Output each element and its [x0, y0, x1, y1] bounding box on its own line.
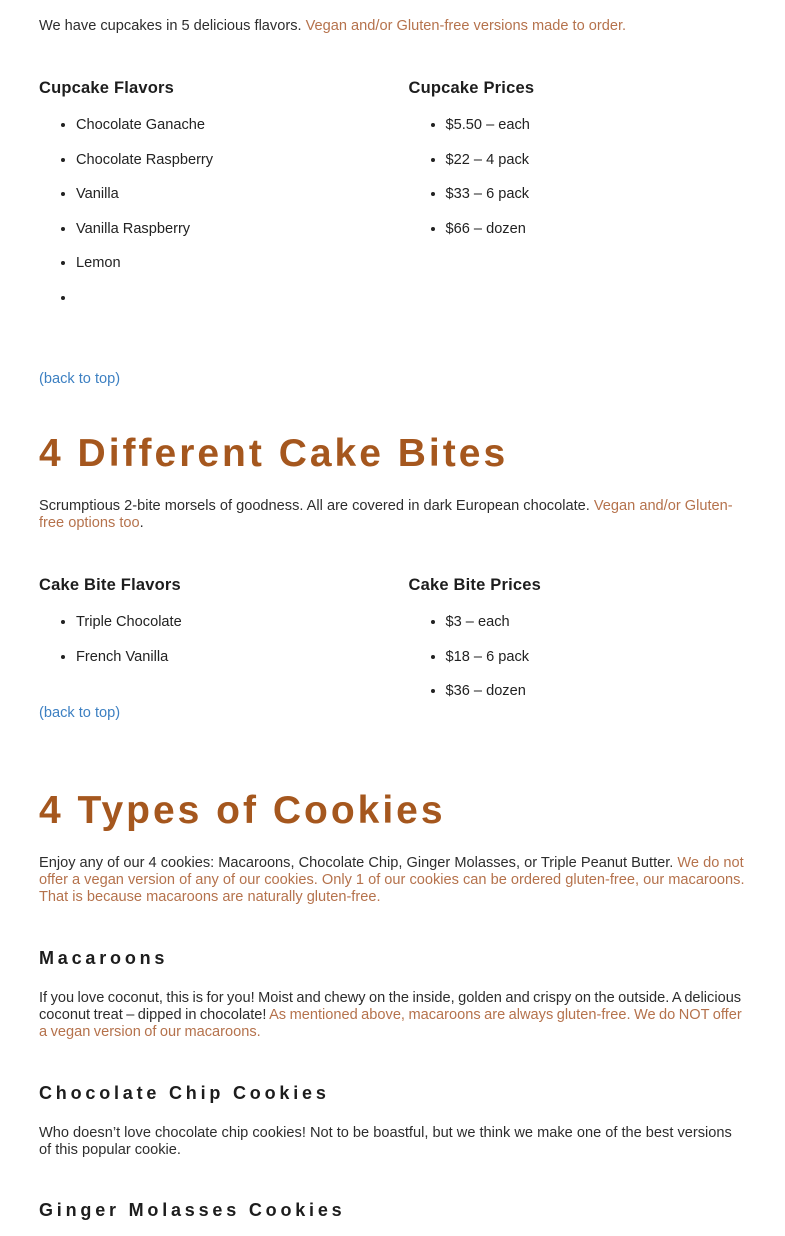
cake-bite-prices-column	[409, 576, 747, 717]
list-item: • Triple Chocolate	[76, 614, 377, 631]
cake-bite-flavors-heading: Cake Bite Flavors	[39, 576, 181, 595]
list-item: • Chocolate Ganache	[76, 117, 377, 134]
cookies-intro-text: Enjoy any of our 4 cookies: Macaroons, Chocolate Chip, Ginger Molasses, or Triple Peanut Butter.	[39, 854, 678, 871]
list-item: • $18 – 6 pack	[446, 649, 747, 666]
list-item: • $3 – each	[446, 614, 747, 631]
chocolate-chip-heading: Chocolate Chip Cookies	[39, 1082, 330, 1103]
list-item: • $22 – 4 pack	[446, 152, 747, 169]
list-item: • Lemon	[76, 255, 377, 272]
cake-bite-prices-list	[409, 614, 747, 700]
list-item: • French Vanilla	[76, 649, 377, 666]
ginger-molasses-heading: Ginger Molasses Cookies	[39, 1200, 346, 1221]
cupcake-intro-text: We have cupcakes in 5 delicious flavors.	[39, 18, 306, 34]
cake-bites-heading: 4 Different Cake Bites	[39, 431, 509, 475]
cake-bites-intro-paragraph	[39, 498, 746, 533]
macaroons-heading: Macaroons	[39, 947, 169, 968]
list-item: • Vanilla	[76, 186, 377, 203]
cake-bites-intro-period: .	[139, 514, 144, 531]
macaroons-text: If you love coconut, this is for you! Moist and chewy on the inside, golden and crispy on the outside. A delicious coconut treat – dipped in chocolate!	[39, 989, 742, 1024]
cake-bites-intro-text: Scrumptious 2-bite morsels of goodness. All are covered in dark European chocolate.	[39, 497, 594, 514]
cupcake-flavors-heading: Cupcake Flavors	[39, 79, 175, 98]
cupcake-columns	[39, 79, 746, 324]
cupcake-prices-list	[409, 117, 747, 238]
cookies-heading: 4 Types of Cookies	[39, 788, 446, 832]
list-item: • Vanilla Raspberry	[76, 221, 377, 238]
back-to-top-link[interactable]: (back to top)	[39, 704, 121, 721]
cake-bite-prices-heading: Cake Bite Prices	[408, 576, 542, 595]
macaroons-glutenfree-note: As mentioned above, macaroons are always gluten-free. We do NOT offer a vegan version of our macaroons.	[39, 1007, 742, 1041]
back-to-top-link[interactable]: (back to top)	[39, 371, 121, 388]
list-item: • $66 – dozen	[446, 221, 747, 238]
list-item	[76, 290, 377, 307]
macaroons-paragraph	[39, 990, 746, 1042]
cupcake-backtop-paragraph	[39, 371, 746, 388]
chocolate-chip-paragraph: Who doesn’t love chocolate chip cookies! Not to be boastful, but we think we make one of the best versions of this popular cookie.	[39, 1124, 732, 1158]
cookies-vegan-note: We do not offer a vegan version of any of our cookies. Only 1 of our cookies can be ordered gluten-free, our macaroons. That is because macaroons are naturally gluten-free.	[39, 854, 745, 906]
list-item: • $36 – dozen	[446, 683, 747, 700]
cake-bites-columns	[39, 576, 746, 717]
cake-bite-flavors-list	[39, 614, 377, 666]
list-item: • Chocolate Raspberry	[76, 152, 377, 169]
cupcake-prices-column	[409, 79, 747, 324]
cake-bite-flavors-column	[39, 576, 377, 717]
cupcake-flavors-list	[39, 117, 377, 307]
cookies-intro-paragraph	[39, 855, 746, 907]
cupcake-intro-paragraph	[39, 18, 746, 35]
cupcake-vegan-note: Vegan and/or Gluten-free versions made to order.	[305, 18, 627, 34]
cupcake-prices-heading: Cupcake Prices	[408, 79, 535, 98]
list-item: • $33 – 6 pack	[446, 186, 747, 203]
cupcake-flavors-column	[39, 79, 377, 324]
cake-bites-vegan-note: Vegan and/or Gluten-free options too	[39, 497, 733, 531]
list-item: • $5.50 – each	[446, 117, 747, 134]
